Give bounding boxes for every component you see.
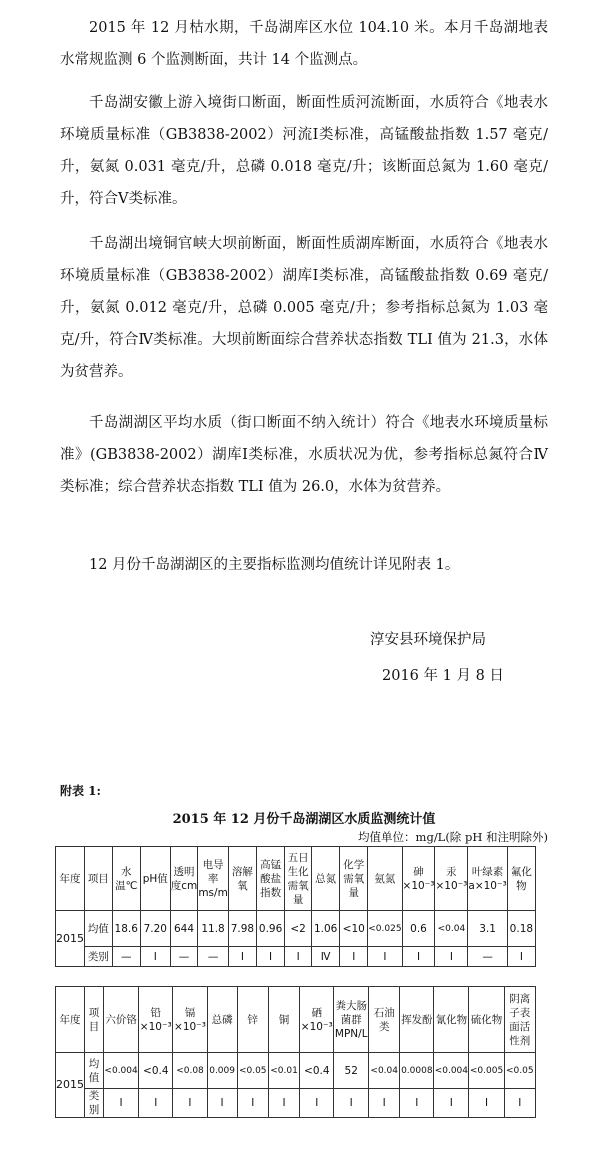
table2-mean-2: <0.08: [173, 1053, 207, 1089]
table1-header-9: 氨氮: [368, 847, 402, 911]
table1-item-header: 项目: [85, 847, 113, 911]
table2-class-11: Ⅰ: [469, 1089, 504, 1118]
table1-class-4: Ⅰ: [228, 947, 256, 967]
table2-header-5: 铜: [268, 987, 299, 1053]
table2-class-4: Ⅰ: [237, 1089, 268, 1118]
table1-class-9: Ⅰ: [368, 947, 402, 967]
paragraph-1-text: 2015 年 12 月枯水期，千岛湖库区水位 104.10 米。本月千岛湖地表水常规监测 6 个监测断面，共计 14 个监测点。: [60, 20, 548, 68]
table2-class-5: Ⅰ: [268, 1089, 299, 1118]
table2-mean-10: <0.004: [434, 1053, 469, 1089]
table2-class-row: [56, 1089, 536, 1118]
table1-mean-8: <10: [340, 911, 368, 947]
table1-header-13: 氟化物: [507, 847, 535, 911]
table2-class-12: Ⅰ: [504, 1089, 535, 1118]
table1-class-1: Ⅰ: [140, 947, 170, 967]
table2-class-0: Ⅰ: [104, 1089, 139, 1118]
table1-mean-5: 0.96: [257, 911, 285, 947]
table2-year-header: 年度: [56, 987, 85, 1053]
paragraph-5-text: 12 月份千岛湖湖区的主要指标监测均值统计详见附表 1。: [89, 557, 460, 573]
table2-class-3: Ⅰ: [207, 1089, 237, 1118]
water-quality-table-2: [55, 986, 536, 1118]
table2-mean-12: <0.05: [504, 1053, 535, 1089]
table1-mean-4: 7.98: [228, 911, 256, 947]
table2-mean-9: 0.0008: [400, 1053, 434, 1089]
table2-mean-7: 52: [334, 1053, 369, 1089]
table1-class-3: —: [198, 947, 228, 967]
table1-header-2: 透明度cm: [170, 847, 198, 911]
table1-mean-0: 18.6: [112, 911, 140, 947]
table1-class-10: Ⅰ: [402, 947, 435, 967]
table1-year-header: 年度: [56, 847, 85, 911]
table2-class-6: Ⅰ: [300, 1089, 334, 1118]
table1-class-8: Ⅰ: [340, 947, 368, 967]
table2-class-8: Ⅰ: [369, 1089, 400, 1118]
table2-mean-label: 均值: [85, 1053, 104, 1089]
table1-year: 2015: [56, 911, 85, 967]
table1-header-1: pH值: [140, 847, 170, 911]
table1-class-7: Ⅳ: [312, 947, 340, 967]
table2-year: 2015: [56, 1053, 85, 1118]
table2-header-12: 阴离子表面活性剂: [504, 987, 535, 1053]
table2-header-3: 总磷: [207, 987, 237, 1053]
table2-mean-row: [56, 1053, 536, 1089]
paragraph-3-text: 千岛湖出境铜官峡大坝前断面，断面性质湖库断面，水质符合《地表水环境质量标准（GB3838-2002）湖库Ⅰ类标准，高锰酸盐指数 0.69 毫克/升，氨氮 0.012 毫克/升，总磷 0.005 毫克/升；参考指标总氮为 1.03 毫克/升，符合Ⅳ类标准。大坝前断面综合营养状态指数 TLI 值为 21.3，水体为贫营养。: [60, 236, 548, 380]
table2-header-7: 粪大肠菌群MPN/L: [334, 987, 369, 1053]
table1-class-13: Ⅰ: [507, 947, 535, 967]
table1-class-11: Ⅰ: [435, 947, 468, 967]
table1-mean-9: <0.025: [368, 911, 402, 947]
table2-class-2: Ⅰ: [173, 1089, 207, 1118]
table1-header-5: 高锰酸盐指数: [257, 847, 285, 911]
paragraph-2: [60, 87, 548, 215]
table2-mean-4: <0.05: [237, 1053, 268, 1089]
table2-mean-11: <0.005: [469, 1053, 504, 1089]
table1-mean-3: 11.8: [198, 911, 228, 947]
table1-class-label: 类别: [85, 947, 113, 967]
paragraph-4-text: 千岛湖湖区平均水质（街口断面不纳入统计）符合《地表水环境质量标准》(GB3838-2002）湖库Ⅰ类标准，水质状况为优，参考指标总氮符合Ⅳ类标准；综合营养状态指数 TLI 值为 26.0，水体为贫营养。: [60, 415, 548, 495]
table2-header-4: 锌: [237, 987, 268, 1053]
table1-class-2: —: [170, 947, 198, 967]
table1-mean-6: <2: [285, 911, 312, 947]
table2-mean-8: <0.04: [369, 1053, 400, 1089]
table2-mean-0: <0.004: [104, 1053, 139, 1089]
table1-class-6: Ⅰ: [285, 947, 312, 967]
signature-org: 淳安县环境保护局: [370, 632, 486, 648]
table2-header-6: 硒×10⁻³: [300, 987, 334, 1053]
table2-mean-6: <0.4: [300, 1053, 334, 1089]
table1-header-12: 叶绿素a×10⁻³: [468, 847, 507, 911]
paragraph-3: [60, 228, 548, 388]
paragraph-1: [60, 12, 548, 76]
table1-header-7: 总氮: [312, 847, 340, 911]
table1-class-0: —: [112, 947, 140, 967]
table1-mean-13: 0.18: [507, 911, 535, 947]
table2-class-1: Ⅰ: [139, 1089, 173, 1118]
table2-class-10: Ⅰ: [434, 1089, 469, 1118]
table1-header-8: 化学需氧量: [340, 847, 368, 911]
table2-item-header: 项目: [85, 987, 104, 1053]
table1-header-10: 砷×10⁻³: [402, 847, 435, 911]
table2-class-9: Ⅰ: [400, 1089, 434, 1118]
table2-header-11: 硫化物: [469, 987, 504, 1053]
table2-class-7: Ⅰ: [334, 1089, 369, 1118]
appendix-unit: 均值单位：mg/L(除 pH 和注明除外): [358, 830, 548, 844]
table1-mean-7: 1.06: [312, 911, 340, 947]
table1-header-11: 汞×10⁻³: [435, 847, 468, 911]
table1-header-3: 电导率ms/m: [198, 847, 228, 911]
table1-mean-row: [56, 911, 536, 947]
paragraph-5: [60, 549, 548, 581]
table2-mean-3: 0.009: [207, 1053, 237, 1089]
appendix-title: 2015 年 12 月份千岛湖湖区水质监测统计值: [172, 812, 436, 827]
table1-class-row: [56, 947, 536, 967]
table2-header-2: 镉×10⁻³: [173, 987, 207, 1053]
table1-header-row: [56, 847, 536, 911]
table1-class-12: —: [468, 947, 507, 967]
table2-header-row: [56, 987, 536, 1053]
table2-mean-5: <0.01: [268, 1053, 299, 1089]
signature-date: 2016 年 1 月 8 日: [382, 668, 504, 684]
table2-header-0: 六价铬: [104, 987, 139, 1053]
paragraph-4: [60, 407, 548, 503]
table1-header-0: 水温℃: [112, 847, 140, 911]
table1-class-5: Ⅰ: [257, 947, 285, 967]
water-quality-table-1: [55, 846, 536, 967]
table1-mean-12: 3.1: [468, 911, 507, 947]
table2-header-9: 挥发酚: [400, 987, 434, 1053]
table1-header-6: 五日生化需氧量: [285, 847, 312, 911]
table1-mean-11: <0.04: [435, 911, 468, 947]
table1-mean-label: 均值: [85, 911, 113, 947]
table2-header-1: 铅×10⁻³: [139, 987, 173, 1053]
paragraph-2-text: 千岛湖安徽上游入境街口断面，断面性质河流断面，水质符合《地表水环境质量标准（GB3838-2002）河流Ⅰ类标准，高锰酸盐指数 1.57 毫克/升，氨氮 0.031 毫克/升，总磷 0.018 毫克/升；该断面总氮为 1.60 毫克/升，符合Ⅴ类标准。: [60, 95, 548, 207]
table1-mean-2: 644: [170, 911, 198, 947]
table2-header-8: 石油类: [369, 987, 400, 1053]
table1-mean-10: 0.6: [402, 911, 435, 947]
table1-mean-1: 7.20: [140, 911, 170, 947]
appendix-label: 附表 1:: [60, 784, 101, 798]
table2-mean-1: <0.4: [139, 1053, 173, 1089]
table1-header-4: 溶解氧: [228, 847, 256, 911]
table2-header-10: 氰化物: [434, 987, 469, 1053]
table2-class-label: 类别: [85, 1089, 104, 1118]
